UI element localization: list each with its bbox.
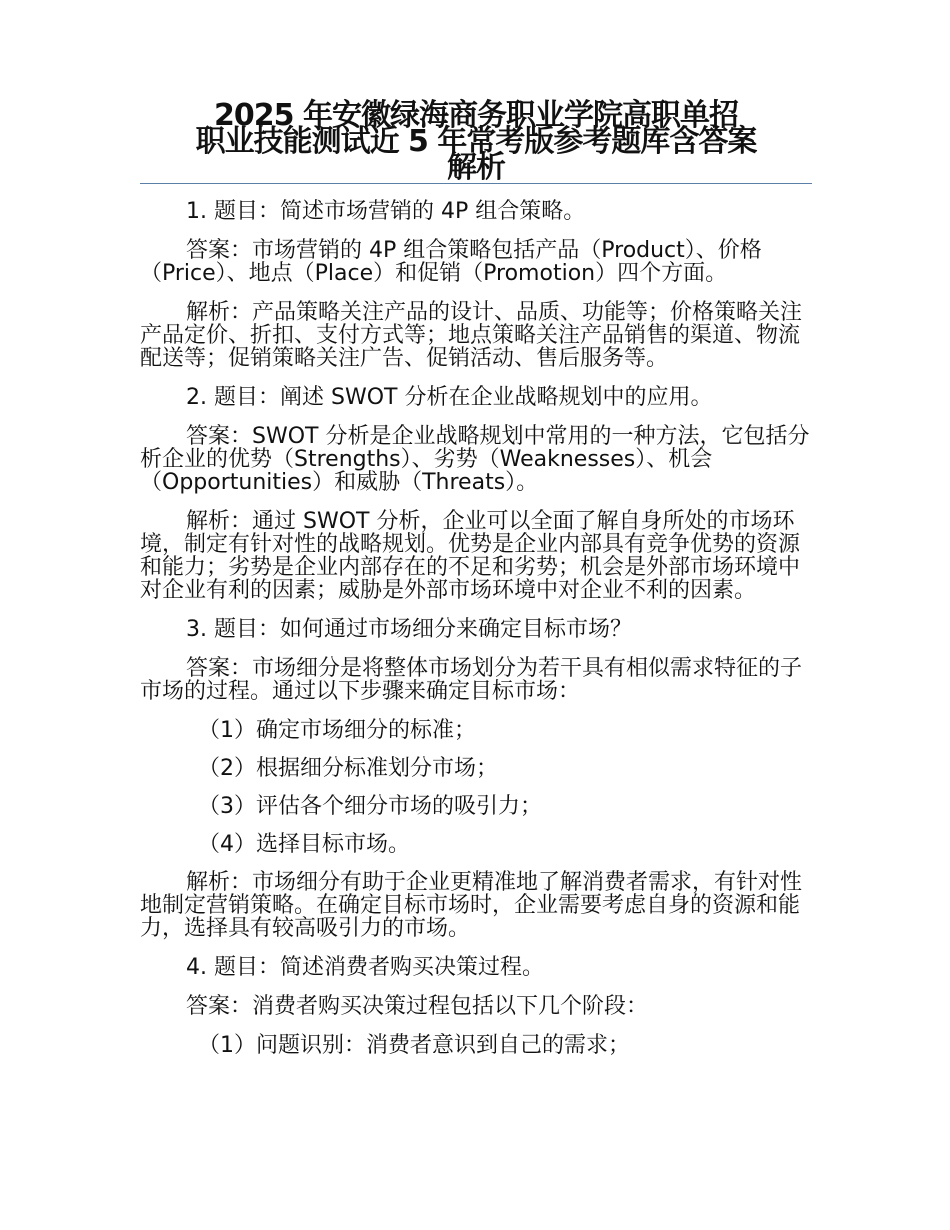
title-line: 职业技能测试近 5 年常考版参考题库含答案 xyxy=(195,124,757,159)
list-item: （1）问题识别：消费者意识到自己的需求； xyxy=(198,1033,630,1058)
list-item: （2）根据细分标准划分市场； xyxy=(198,756,498,781)
question-1: 1. 题目：简述市场营销的 4P 组合策略。 xyxy=(186,199,586,224)
answer-2: 答案：SWOT 分析是企业战略规划中常用的一种方法，它包括分析企业的优势（Strengths）、劣势（Weaknesses）、机会（Opportunities）和威胁（Threats）。 xyxy=(140,424,810,495)
analysis-1: 解析：产品策略关注产品的设计、品质、功能等；价格策略关注产品定价、折扣、支付方式等；地点策略关注产品销售的渠道、物流配送等；促销策略关注广告、促销活动、售后服务等。 xyxy=(140,300,803,371)
list-item: （1）确定市场细分的标准； xyxy=(198,718,476,743)
document-title xyxy=(140,98,812,185)
question-4: 4. 题目：简述消费者购买决策过程。 xyxy=(186,955,544,980)
list-item: （4）选择目标市场。 xyxy=(198,832,410,857)
title-line: 2025 年安徽绿海商务职业学院高职单招 xyxy=(214,98,738,133)
title-divider xyxy=(140,183,812,184)
analysis-3: 解析：市场细分有助于企业更精准地了解消费者需求，有针对性地制定营销策略。在确定目标市场时，企业需要考虑自身的资源和能力，选择具有较高吸引力的市场。 xyxy=(140,870,803,941)
document-body xyxy=(140,200,812,1072)
question-2: 2. 题目：阐述 SWOT 分析在企业战略规划中的应用。 xyxy=(186,385,713,410)
answer-1: 答案：市场营销的 4P 组合策略包括产品（Product）、价格（Price）、地点（Place）和促销（Promotion）四个方面。 xyxy=(140,238,762,286)
answer-3: 答案：市场细分是将整体市场划分为若干具有相似需求特征的子市场的过程。通过以下步骤来确定目标市场： xyxy=(140,656,803,704)
analysis-2: 解析：通过 SWOT 分析，企业可以全面了解自身所处的市场环境，制定有针对性的战略规划。优势是企业内部具有竞争优势的资源和能力；劣势是企业内部存在的不足和劣势；机会是外部市场环境中对企业有利的因素；威胁是外部市场环境中对企业不利的因素。 xyxy=(140,509,801,603)
title-line: 解析 xyxy=(447,150,505,185)
answer-4: 答案：消费者购买决策过程包括以下几个阶段： xyxy=(186,994,649,1019)
list-item: （3）评估各个细分市场的吸引力； xyxy=(198,794,542,819)
question-3: 3. 题目：如何通过市场细分来确定目标市场？ xyxy=(186,617,632,642)
